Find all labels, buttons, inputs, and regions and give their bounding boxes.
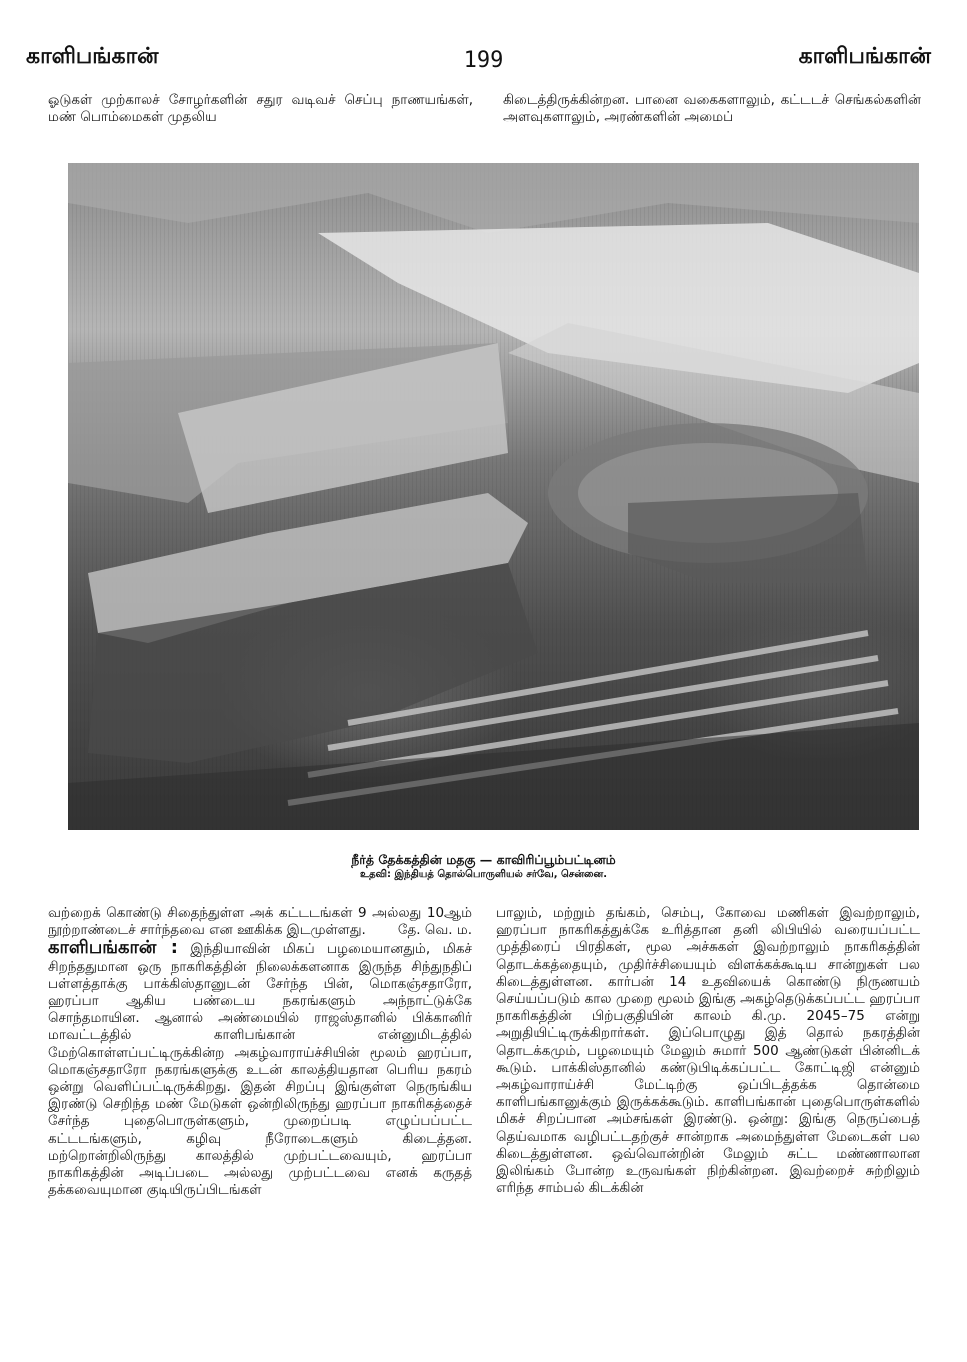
photo-caption — [0, 852, 967, 882]
top-right-column — [503, 92, 921, 126]
bottom-left-column — [48, 905, 472, 1199]
previous-entry-text: வற்றைக் கொண்டு சிதைந்துள்ள அக் கட்டடங்கள் 9 அல்லது 10ஆம் நூற்றாண்டைச் சார்ந்தவை என ஊகிக்க இடமுள்ளது. — [48, 905, 472, 939]
top-right-text: கிடைத்திருக்கின்றன. பானை வகைகளாலும், கட்டடச் செங்கல்களின் அளவுகளாலும், அரண்களின் அமைப் — [503, 92, 921, 126]
caption-credit: உதவி: இந்தியத் தொல்பொருளியல் சர்வே, சென்னை. — [360, 869, 607, 880]
excavation-photo — [68, 163, 919, 830]
entry-body: இந்தியாவின் மிகப் பழமையானதும், மிகச் சிறந்ததுமான ஒரு நாகரிகத்தின் நிலைக்களனாக இருந்த சிந்துநதிப் பள்ளத்தாக்கு பாக்கிஸ்தானுடன் சேர்ந்த பின், மொகஞ்சதாரோ, ஹரப்பா ஆகிய பண்டைய நகரங்களும் அந்நாட்டுக்கே சொந்தமாயின. ஆனால் அண்மையில் ராஜஸ்தானில் பிக்கானிர் மாவட்டத்தில் காளிபங்கான் என்னுமிடத்தில் மேற்கொள்ளப்பட்டிருக்கின்ற அகழ்வாராய்ச்சியின் மூலம் ஹரப்பா, மொகஞ்சதாரோ நகரங்களுக்கு உடன் காலத்தியதான பெரிய நகரம் ஒன்று வெளிப்பட்டிருக்கிறது. இதன் சிறப்பு இங்குள்ள நெருங்கிய இரண்டு செறிந்த மண் மேடுகள் ஒன்றிலிருந்து ஹரப்பா நாகரிகத்தைச் சேர்ந்த புதைபொருள்களும், முறைப்படி எழுப்பப்பட்ட கட்டடங்களும், கழிவு நீரோடைகளும் கிடைத்தன. மற்றொன்றிலிருந்து காலத்தில் முற்பட்டவையும், ஹரப்பா நாகரிகத்தின் அடிப்படை அல்லது முற்பட்டவை எனக் கருதத் தக்கவையுமான குடியிருப்பிடங்கள் — [48, 941, 472, 1199]
page-number: 199 — [463, 48, 504, 73]
previous-entry-ending — [48, 905, 472, 939]
top-left-text: ஓடுகள் முற்காலச் சோழர்களின் சதுர வடிவச் செப்பு நாணயங்கள், மண் பொம்மைகள் முதலிய — [48, 92, 473, 126]
running-header-left: காளிபங்கான் — [26, 44, 159, 69]
caption-title: நீர்த் தேக்கத்தின் மதகு — காவிரிப்பூம்பட்டினம் — [351, 852, 616, 867]
top-left-column — [48, 92, 473, 126]
bottom-right-column — [496, 905, 920, 1197]
excavation-photo-icon — [68, 163, 919, 830]
entry-paragraph — [48, 939, 472, 1199]
entry-title: காளிபங்கான் : — [48, 937, 178, 959]
running-header-right: காளிபங்கான் — [798, 44, 931, 69]
author-signature: தே. வெ. ம. — [397, 922, 472, 939]
bottom-right-text: பாலும், மற்றும் தங்கம், செம்பு, கோவை மணிகள் இவற்றாலும், ஹரப்பா நாகரிகத்துக்கே உரித்தான தனி லிபியில் வரையப்பட்ட முத்திரைப் பிரதிகள், மூல அச்சுகள் இவற்றாலும் நாகரிகத்தின் தொடக்கத்தையும், முதிர்ச்சியையும் விளக்கக்கூடிய சான்றுகள் பல கிடைத்துள்ளன. கார்பன் 14 உதவியைக் கொண்டு நிருணயம் செய்யப்படும் கால முறை மூலம் இங்கு அகழ்தெடுக்கப்பட்ட ஹரப்பா நாகரிகத்தின் பிற்பகுதியின் காலம் கி.மு. 2045–75 என்று அறுதியிட்டிருக்கிறார்கள். இப்பொழுது இத் தொல் நகரத்தின் தொடக்கமும், பழமையும் மேலும் சுமார் 500 ஆண்டுகள் பின்னிடக் கூடும். பாக்கிஸ்தானில் கண்டுபிடிக்கப்பட்ட கோட்டிஜி என்னும் அகழ்வாராய்ச்சி மேட்டிற்கு ஒப்பிடத்தக்க தொன்மை காளிபங்கானுக்கும் இருக்கக்கூடும். காளிபங்கான் புதைபொருள்களில் மிகச் சிறப்பான அம்சங்கள் இரண்டு. ஒன்று: இங்கு நெருப்பைத் தெய்வமாக வழிபட்டதற்குச் சான்றாக அமைந்துள்ள மேடைகள் பல கிடைத்துள்ளன. ஒவ்வொன்றின் மேலும் சுட்ட மண்ணாலான இலிங்கம் போன்ற உருவங்கள் நிற்கின்றன. இவற்றைச் சுற்றிலும் எரிந்த சாம்பல் கிடக்கின் — [496, 905, 920, 1197]
